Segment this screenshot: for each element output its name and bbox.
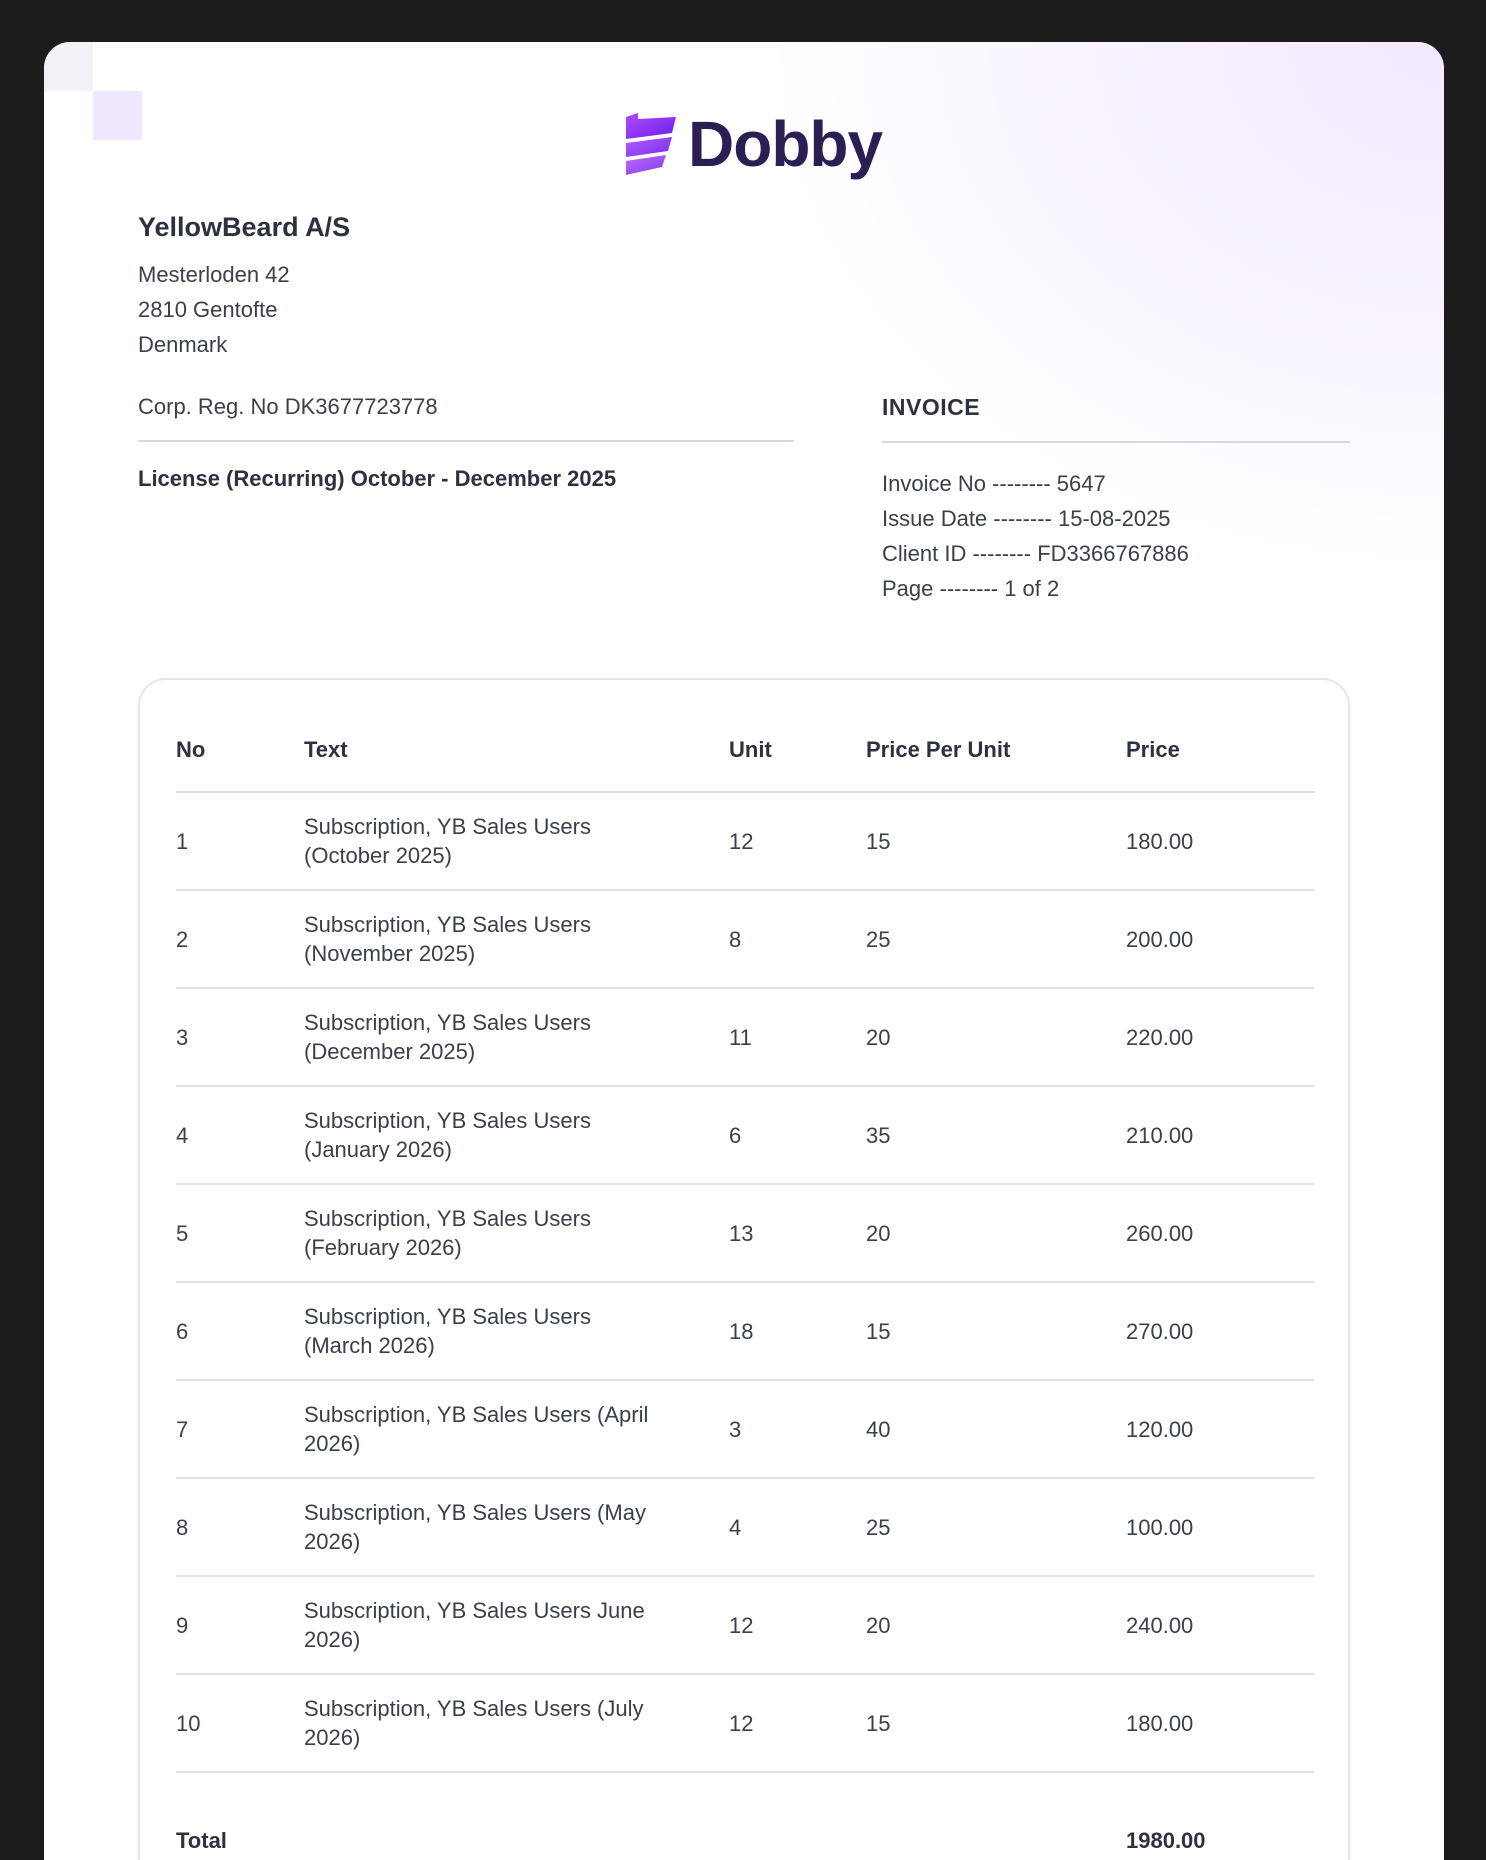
cell-no: 6 (176, 1282, 304, 1380)
table-row (176, 792, 1314, 890)
invoice-document (44, 42, 1444, 1860)
cell-text (304, 890, 729, 988)
logo-wordmark: Dobby (688, 108, 883, 180)
cell-text (304, 1282, 729, 1380)
decor-square (44, 42, 93, 91)
cell-no: 10 (176, 1674, 304, 1772)
cell-price: 200.00 (1126, 890, 1314, 988)
cell-price-per-unit: 25 (866, 1478, 1126, 1576)
cell-unit: 8 (729, 890, 866, 988)
cell-text (304, 1674, 729, 1772)
cell-price-per-unit: 15 (866, 1674, 1126, 1772)
table-row (176, 1576, 1314, 1674)
cell-text (304, 1576, 729, 1674)
corp-reg-number: Corp. Reg. No DK3677723778 (138, 394, 794, 442)
cell-no: 7 (176, 1380, 304, 1478)
cell-price-per-unit: 40 (866, 1380, 1126, 1478)
cell-unit: 18 (729, 1282, 866, 1380)
col-header-no: No (176, 722, 304, 792)
cell-price: 180.00 (1126, 1674, 1314, 1772)
cell-text (304, 1478, 729, 1576)
cell-price: 260.00 (1126, 1184, 1314, 1282)
cell-price: 180.00 (1126, 792, 1314, 890)
table-row (176, 1086, 1314, 1184)
cell-price-per-unit: 35 (866, 1086, 1126, 1184)
cell-text-value: Subscription, YB Sales Users (April 2026) (304, 1402, 649, 1456)
cell-price: 270.00 (1126, 1282, 1314, 1380)
issue-date: Issue Date -------- 15-08-2025 (882, 506, 1171, 531)
cell-price: 240.00 (1126, 1576, 1314, 1674)
cell-no: 3 (176, 988, 304, 1086)
cell-text-value: Subscription, YB Sales Users (November 2025) (304, 912, 591, 966)
cell-no: 2 (176, 890, 304, 988)
total-label: Total (176, 1828, 227, 1853)
col-header-text: Text (304, 722, 729, 792)
company-name: YellowBeard A/S (138, 212, 351, 242)
total-spacer (866, 1772, 1126, 1860)
cell-text-value: Subscription, YB Sales Users (January 2026) (304, 1108, 591, 1162)
cell-unit: 13 (729, 1184, 866, 1282)
table-row (176, 1478, 1314, 1576)
cell-price-per-unit: 20 (866, 988, 1126, 1086)
cell-no: 5 (176, 1184, 304, 1282)
address-line: Denmark (138, 332, 228, 357)
total-spacer (729, 1772, 866, 1860)
cell-text (304, 1086, 729, 1184)
cell-text-value: Subscription, YB Sales Users (July 2026) (304, 1696, 644, 1750)
invoice-meta (882, 466, 1189, 606)
dobby-logo-icon (624, 113, 678, 175)
cell-text-value: Subscription, YB Sales Users (March 2026) (304, 1304, 591, 1358)
cell-price: 120.00 (1126, 1380, 1314, 1478)
cell-price-per-unit: 20 (866, 1576, 1126, 1674)
cell-text (304, 1184, 729, 1282)
table-row (176, 890, 1314, 988)
table-row (176, 988, 1314, 1086)
page-indicator: Page -------- 1 of 2 (882, 576, 1060, 601)
cell-no: 8 (176, 1478, 304, 1576)
cell-unit: 6 (729, 1086, 866, 1184)
cell-price: 100.00 (1126, 1478, 1314, 1576)
total-value: 1980.00 (1126, 1828, 1206, 1853)
dobby-logo (624, 104, 882, 184)
cell-text-value: Subscription, YB Sales Users (February 2026) (304, 1206, 591, 1260)
cell-unit: 3 (729, 1380, 866, 1478)
cell-text (304, 988, 729, 1086)
invoice-heading: INVOICE (882, 394, 1350, 443)
cell-no: 9 (176, 1576, 304, 1674)
col-header-price-per-unit: Price Per Unit (866, 722, 1126, 792)
line-items-table (176, 722, 1314, 1860)
cell-text-value: Subscription, YB Sales Users (December 2025) (304, 1010, 591, 1064)
line-items-card (138, 678, 1350, 1860)
client-id: Client ID -------- FD3366767886 (882, 541, 1189, 566)
address-line: 2810 Gentofte (138, 297, 278, 322)
cell-no: 1 (176, 792, 304, 890)
col-header-price: Price (1126, 722, 1314, 792)
cell-unit: 12 (729, 792, 866, 890)
address-line: Mesterloden 42 (138, 262, 290, 287)
sender-block (138, 212, 350, 362)
cell-price-per-unit: 15 (866, 1282, 1126, 1380)
cell-unit: 12 (729, 1576, 866, 1674)
cell-price: 220.00 (1126, 988, 1314, 1086)
table-row (176, 1184, 1314, 1282)
table-row (176, 1674, 1314, 1772)
cell-unit: 11 (729, 988, 866, 1086)
cell-text-value: Subscription, YB Sales Users (May 2026) (304, 1500, 646, 1554)
cell-price-per-unit: 15 (866, 792, 1126, 890)
cell-text-value: Subscription, YB Sales Users June 2026) (304, 1598, 645, 1652)
decor-square (93, 91, 142, 140)
table-header-row (176, 722, 1314, 792)
cell-unit: 4 (729, 1478, 866, 1576)
cell-text (304, 1380, 729, 1478)
table-row (176, 1380, 1314, 1478)
cell-price-per-unit: 20 (866, 1184, 1126, 1282)
cell-text (304, 792, 729, 890)
cell-text-value: Subscription, YB Sales Users (October 2025) (304, 814, 591, 868)
invoice-number: Invoice No -------- 5647 (882, 471, 1106, 496)
col-header-unit: Unit (729, 722, 866, 792)
total-row (176, 1772, 1314, 1860)
table-row (176, 1282, 1314, 1380)
cell-no: 4 (176, 1086, 304, 1184)
cell-price: 210.00 (1126, 1086, 1314, 1184)
total-spacer (304, 1772, 729, 1860)
invoice-subject: License (Recurring) October - December 2025 (138, 466, 617, 491)
cell-unit: 12 (729, 1674, 866, 1772)
cell-price-per-unit: 25 (866, 890, 1126, 988)
